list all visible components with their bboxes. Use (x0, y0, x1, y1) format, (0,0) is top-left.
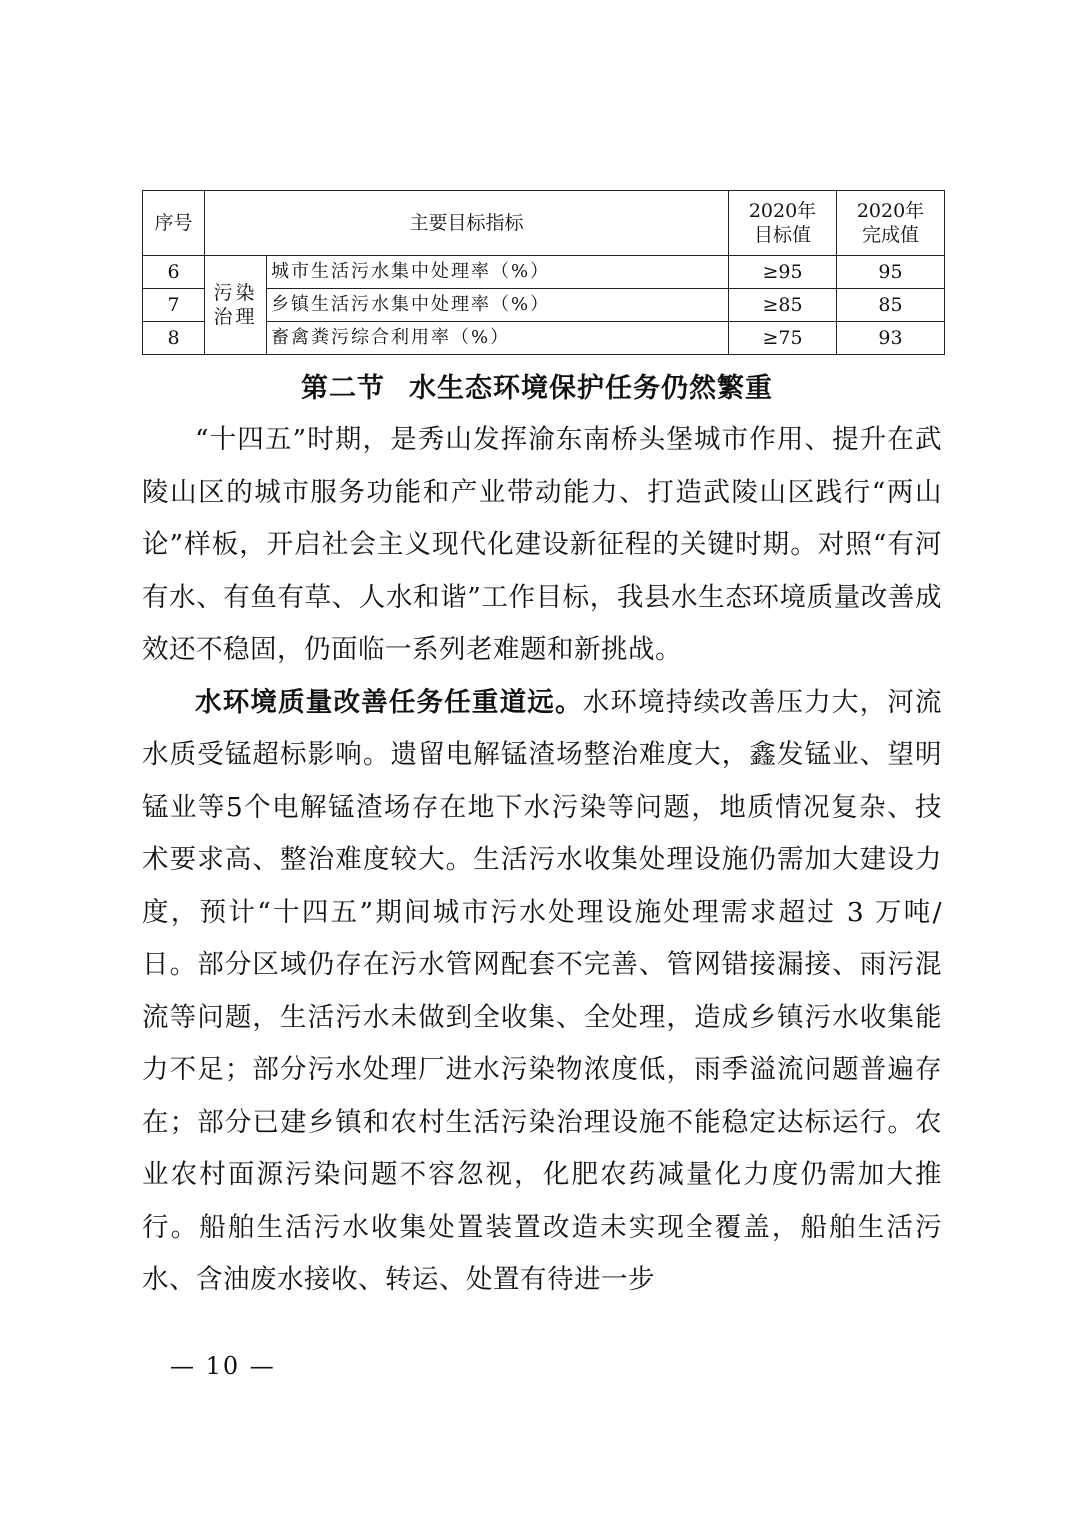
row-target: ≥95 (729, 256, 837, 289)
section-title (0, 366, 1074, 405)
row-indicator: 城市生活污水集中处理率（%） (267, 256, 729, 289)
row-target: ≥85 (729, 289, 837, 322)
paragraph-text: 水环境持续改善压力大，河流水质受锰超标影响。遗留电解锰渣场整治难度大，鑫发锰业、望明锰业等5个电解锰渣场存在地下水污染等问题，地质情况复杂、技术要求高、整治难度较大。生活污水收集处理设施仍需加大建设力度，预计“十四五”期间城市污水处理设施处理需求超过 3 万吨/日。部分区域仍存在污水管网配套不完善、管网错接漏接、雨污混流等问题，生活污水未做到全收集、全处理，造成乡镇污水收集能力不足；部分污水处理厂进水污染物浓度低，雨季溢流问题普遍存在；部分已建乡镇和农村生活污染治理设施不能稳定达标运行。农业农村面源污染问题不容忽视，化肥农药减量化力度仍需加大推行。船舶生活污水收集处置装置改造未实现全覆盖，船舶生活污水、含油废水接收、转运、处置有待进一步 (142, 686, 943, 1295)
targets-table (142, 190, 945, 355)
row-seq: 8 (143, 322, 205, 355)
header-target-year: 2020年 (748, 200, 817, 222)
paragraph-lead: 水环境质量改善任务任重道远。 (195, 686, 583, 718)
header-seq: 序号 (143, 191, 205, 256)
paragraph (142, 677, 942, 1307)
header-target (729, 191, 837, 256)
paragraph (142, 414, 942, 677)
row-actual: 95 (837, 256, 945, 289)
header-target-label: 目标值 (754, 224, 812, 246)
paragraph-text: “十四五”时期，是秀山发挥渝东南桥头堡城市作用、提升在武陵山区的城市服务功能和产业带动能力、打造武陵山区践行“两山论”样板，开启社会主义现代化建设新征程的关键时期。对照“有河有水、有鱼有草、人水和谐”工作目标，我县水生态环境质量改善成效还不稳固，仍面临一系列老难题和新挑战。 (142, 424, 942, 665)
row-seq: 6 (143, 256, 205, 289)
category-line-2: 治理 (213, 306, 258, 328)
page-number: — 10 — (170, 1352, 276, 1380)
section-number: 第二节 (301, 373, 385, 404)
row-seq: 7 (143, 289, 205, 322)
category-cell (205, 256, 267, 355)
row-actual: 85 (837, 289, 945, 322)
row-indicator: 畜禽粪污综合利用率（%） (267, 322, 729, 355)
header-actual (837, 191, 945, 256)
table-header-row (143, 191, 945, 256)
header-actual-label: 完成值 (862, 224, 920, 246)
table-row (143, 256, 945, 289)
row-indicator: 乡镇生活污水集中处理率（%） (267, 289, 729, 322)
section-heading: 水生态环境保护任务仍然繁重 (409, 373, 773, 404)
body-text (142, 414, 942, 1307)
row-actual: 93 (837, 322, 945, 355)
header-indicator: 主要目标指标 (205, 191, 729, 256)
header-actual-year: 2020年 (856, 200, 925, 222)
category-line-1: 污染 (213, 282, 258, 304)
row-target: ≥75 (729, 322, 837, 355)
